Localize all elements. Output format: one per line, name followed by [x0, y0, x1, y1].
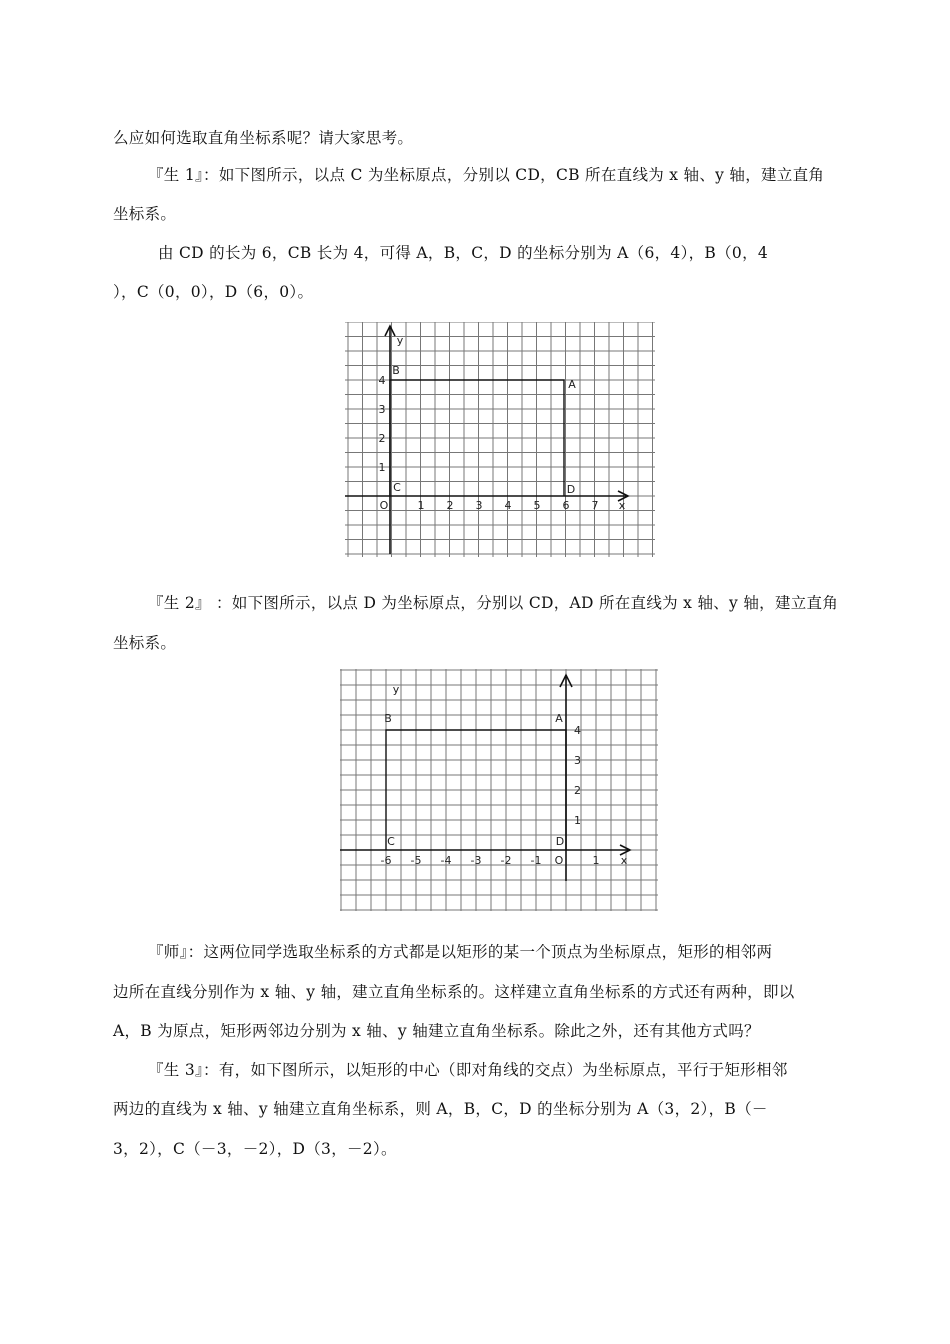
paragraph-line: 由 CD 的长为 6，CB 长为 4，可得 A，B，C，D 的坐标分别为 A（6，4），B（0，4 [158, 244, 769, 262]
coordinate-grid-2 [340, 669, 658, 911]
paragraph-line: 『生 1』：如下图所示，以点 C 为坐标原点，分别以 CD，CB 所在直线为 x 轴、y 轴，建立直角 [148, 166, 825, 184]
x-tick-label: 7 [591, 499, 599, 512]
x-axis-label: x [620, 854, 628, 867]
point-label-d: D [566, 483, 576, 496]
y-tick-label: 1 [574, 814, 581, 827]
y-tick-label: 4 [574, 724, 581, 737]
point-label-c: C [387, 835, 395, 848]
x-tick-label: 3 [475, 499, 483, 512]
x-tick-label: 1 [592, 854, 600, 867]
y-tick-label: 3 [574, 754, 581, 767]
x-tick-label: 2 [446, 499, 454, 512]
x-tick-label: 4 [504, 499, 512, 512]
paragraph-line: 坐标系。 [113, 634, 177, 652]
point-label-b: B [392, 364, 400, 377]
paragraph-line: 3，2），C（－3，－2），D（3，－2）。 [113, 1140, 397, 1158]
paragraph-line: 两边的直线为 x 轴、y 轴建立直角坐标系，则 A，B，C，D 的坐标分别为 A（3，2），B（－ [113, 1100, 768, 1118]
grid-lines [340, 669, 658, 911]
point-label-c: C [393, 481, 401, 494]
paragraph-line: 么应如何选取直角坐标系呢？请大家思考。 [113, 129, 414, 147]
paragraph-line: A，B 为原点，矩形两邻边分别为 x 轴、y 轴建立直角坐标系。除此之外，还有其他方式吗？ [113, 1022, 760, 1040]
y-tick-label: 3 [378, 403, 386, 416]
grid-lines [345, 322, 655, 557]
x-tick-label: 5 [533, 499, 541, 512]
paragraph-line: ），C（0，0），D（6，0）。 [113, 283, 314, 301]
point-label-a: A [555, 712, 563, 725]
y-tick-label: 2 [574, 784, 581, 797]
x-axis-label: x [618, 499, 626, 512]
paragraph-line: 边所在直线分别作为 x 轴、y 轴，建立直角坐标系的。这样建立直角坐标系的方式还有两种，即以 [113, 983, 795, 1001]
y-axis-label: y [396, 334, 404, 347]
y-tick-label: 1 [378, 461, 386, 474]
x-tick-label: -4 [440, 854, 452, 867]
x-tick-label: -5 [410, 854, 422, 867]
x-tick-label: -6 [380, 854, 392, 867]
origin-label: O [554, 854, 564, 867]
coordinate-figure-1 [345, 322, 655, 561]
paragraph-line: 坐标系。 [113, 205, 177, 223]
coordinate-grid-1 [345, 322, 655, 557]
y-tick-label: 4 [378, 374, 386, 387]
point-label-b: B [384, 712, 392, 725]
x-tick-label: -1 [530, 854, 542, 867]
point-label-d: D [555, 835, 565, 848]
y-tick-label: 2 [378, 432, 386, 445]
x-tick-label: -2 [500, 854, 512, 867]
coordinate-figure-2 [340, 669, 658, 915]
paragraph-line: 『师』：这两位同学选取坐标系的方式都是以矩形的某一个顶点为坐标原点，矩形的相邻两 [148, 943, 773, 961]
x-tick-label: 1 [417, 499, 425, 512]
paragraph-line: 『生 3』：有，如下图所示，以矩形的中心（即对角线的交点）为坐标原点，平行于矩形相邻 [148, 1061, 788, 1079]
x-tick-label: -3 [470, 854, 482, 867]
paragraph-line: 『生 2』 ：如下图所示，以点 D 为坐标原点，分别以 CD，AD 所在直线为 x 轴、y 轴，建立直角 [148, 594, 839, 612]
x-tick-label: 6 [562, 499, 570, 512]
point-label-a: A [568, 378, 576, 391]
y-axis-label: y [392, 683, 400, 696]
origin-label: O [379, 499, 389, 512]
